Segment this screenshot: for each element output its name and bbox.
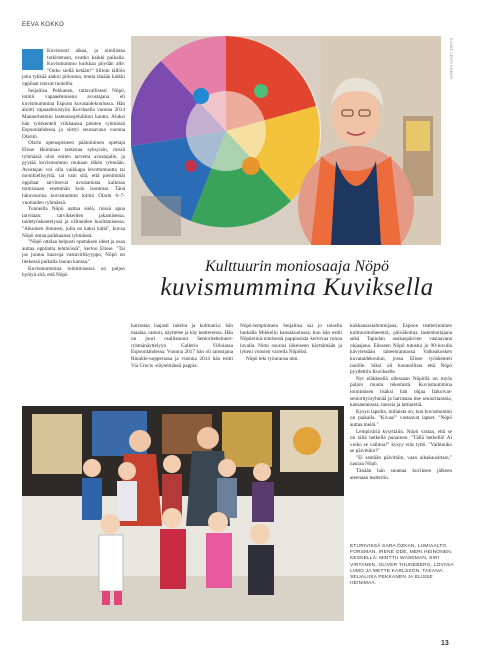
paragraph: Nöpö-lempinimen Seijaliisa sai jo toisella luokalla Mikkelin kansakoulussa, kun hän esitti Nöpöerinä-nimisestä pappiosista kertovaa runoa luvalla. Nimi osurasi liikeiseen käyttämään ja lyheni vuosien varrella Nöpöksi. (240, 323, 342, 356)
drop-cap-block (22, 49, 43, 70)
byline: EEVA KOKKO (22, 22, 65, 28)
article-column-4 (350, 323, 452, 481)
title-line-2: kuvismummina Kuviksella (160, 274, 434, 301)
paragraph: "Ei sentään päivittäin, vaan aikakausittain," nauraa Nöpö. (350, 454, 452, 468)
paragraph: Kuvismummina toimimisessa on paljon hyötyä sitä, että Nöpö (22, 265, 125, 279)
paragraph: Tunneilla Nöpö auttaa sielä, missä apua tarvitaan: tarvikkeiden jakamisessa, taidetyöskentelyssä ja välineiden huoltamisessa. "Aikuinen ihminen, jolla on kaksi kättä", kuvaa Nöpö omaa paikkaansa ryhmässä. (22, 206, 125, 239)
paragraph: Kysyn lapsilta, millaista on, kun kuvismummi on paikalla. "Kivaa!" vastaavat lapset. "Nöpö auttaa meitä." (350, 408, 452, 428)
page-number: 13 (441, 640, 449, 647)
article-title (131, 258, 463, 301)
group-photo (22, 406, 344, 621)
article-column-1 (22, 48, 125, 279)
photo-caption: ETURIVISSÄ SARA ÖZKAN, LUMIAALTO FORSMAN, IRENE ODÉ, MERI HEINONEN. KESKELLÄ: MINTTU WASKMAN, SIRI VIRTANEN, OLIVER THUNEBERG, LOVIISA LIIMO JA METTE KARLSSON. TAKANA: SEIJALIISA PEKKANEN JA ELISSE HEINIMAA. (350, 544, 454, 587)
paragraph: "Nöpö ottelaa helposti opetuksen ideat ja osaa auttaa oppilaita tehtävissä", kertoo Elisse. "Tai jos joutuu kaavoja vastavirkkyyppo, Nöpö on lietkessä paikalla lauran kanssa." (22, 239, 125, 265)
paragraph: Tänään hän suuntaa kuviksen jälkeen ateenaan teatteriin. (350, 468, 452, 481)
paragraph: Lempiväriä kysyttäiin. Nöpö vastaa, että se on tällä hetkellä punainen. "Tällä hetkellä! Ai voiko se vaihtua?" kysyy eräs tyttö. "Vaihtuuko se päivittäin?" (350, 428, 452, 455)
title-line-1: Kulttuurin moniosaaja Nöpö (204, 258, 390, 275)
article-column-2 (131, 323, 233, 369)
paragraph: Olarin opetuspisteen päätoiminen opettaja Elisse Heinimaa tarkistaa syksyisin, missä ryhmässä olisi eniten tarvetta avustajalle, ja pyytää kuvismummo mukaan tähän ryhmään. Avustajan voi olla vaikkapa levottomuutta tai monikielisyyttä, tai vain sitä, että pienimmät oppilaat tarvitsevat avustamista kaikissa toimissaan enemmän kuin isommat. Tänä lukuvuonna kuvismummi toimii Olarin 6–7-vuotiaiden ryhmässä. (22, 140, 125, 206)
paragraph: Kuvistunti alkaa, ja nimilistaa tarkistetaan, ovatko kaikki paikalla. Kuvismummo kurkkaa pöydän alle: "Onko siellä ketään?" Silloin tällöin joku tykkää alakoi piiloutua, mutta tänään kaikki oppilaat istuvat tuoleilla. (22, 48, 125, 87)
paragraph: kokkausasialtoimijana, Espoon teatteritoimen kulttuuritoiheenträ, päiväkotina lastenhoitajana sekä Tapiolan asukaspäivien vastaavana ohjaajana. Elisseen Nöpö tutustui jo 90-luvulla kävytessään taiteenrannassa Valkeakosken kuvataidekoulun, jossa Elisse työskenteli taulille. Siksi oli luonnollista että Nöpö pyydettiin Kuvikselle. (350, 323, 452, 376)
article-column-3 (240, 323, 342, 363)
portrait-photo (131, 36, 441, 245)
paragraph: Nyt eläkkeellä ollessaan Nöpöllä on myös paljon muuta tekemistä. Kuvismummina toimimisen lisäksi hän ohjaa Ilakoivat-seniorityöryhmää ja harrastaa itse senioritanssia, kansantanssia, tanssia ja lattiaretiä. (350, 375, 452, 409)
photo-credit: KUVAT: LEHTI KOKKO (449, 38, 454, 80)
paragraph: Nöpö teki työuransa mm. (246, 355, 299, 362)
paragraph: harrastaa laajasti taiteita ja kulttuuria: hän maalaa, ramnii, näyttelee ja käy teattereissa. Hän on juuri osallistunut Senioriteheinner-ryhmänäyttelyyn Galleria Villoiassa Espoonlahdessa. Vuonna 2017 hän oli tanssijana Rinaldo-oopperassa ja vuonna 2014 hän esitti Via Crucis -näytelmässä pappia. (131, 323, 233, 369)
paragraph: Seijaliisa Pekkanen, tuttavallisesti Nöpö, toimii vapaaehtoisena avustajana eli kuvismummina Espoon kuvataidekoulussa. Hän aloitti vapaaehtoistyön Kuviksella vuonna 2014 Mannerheimin lastensuojeluliiton kautta. Aluksi hän työskenteli viikkaassa pienten ryhmässä Espoonlahdessa ja siirtyi seuraavana vuonna Olariin. (22, 87, 125, 140)
